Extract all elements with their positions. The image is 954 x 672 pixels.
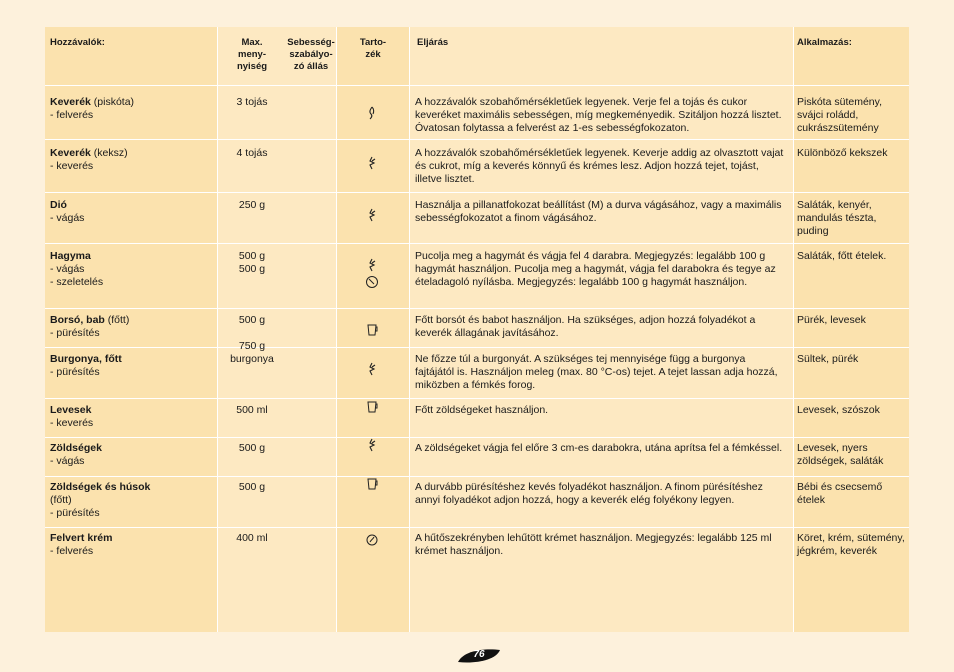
- row-7-ingredient: Levesek - keverés: [50, 404, 94, 429]
- row-3-procedure: Használja a pillanatfokozat beállítást (M) a durva vágásához, vagy a maximális sebességfokozatot a finom vágásához.: [415, 199, 782, 224]
- row-1-qty: 3 tojás: [236, 96, 268, 108]
- row-1-application: Piskóta sütemény, svájci roládd, cukrászsütemény: [797, 96, 883, 134]
- row-1-ingredient: Keverék (piskóta) - felverés: [50, 96, 135, 121]
- row-1-procedure: A hozzávalók szobahőmérsékletűek legyenek. Verje fel a tojás és cukor keveréket maximális sebességen, míg megkeményedik. Szitáljon hozzá lisztet. Óvatosan folytassa a felverést az 1-es sebességfokozaton.: [415, 96, 782, 134]
- page-number-badge: [456, 648, 502, 664]
- recipe-table: [45, 27, 909, 632]
- row-6-application: Sültek, pürék: [797, 353, 859, 365]
- blender-jug-icon: [365, 477, 379, 491]
- row-5-application: Pürék, levesek: [797, 314, 866, 326]
- blender-jug-icon: [365, 400, 379, 414]
- row-5-qty: 500 g: [238, 314, 266, 326]
- header-attachment: Tarto- zék: [359, 37, 387, 60]
- header-speed: Sebesség- szabályo- zó állás: [287, 37, 335, 72]
- row-4-qty: 500 g 500 g: [238, 250, 266, 275]
- row-8-qty: 500 g: [238, 442, 266, 454]
- row-2-procedure: A hozzávalók szobahőmérsékletűek legyenek. Keverje addig az olvasztott vajat és cukrot, míg a keverés könnyű és krémes lesz. Adjon hozzá tejet, tojást, illetve lisztet.: [415, 147, 784, 185]
- row-2-qty: 4 tojás: [236, 147, 268, 159]
- row-10-ingredient: Felvert krém - felverés: [50, 532, 113, 557]
- row-3-qty: 250 g: [238, 199, 266, 211]
- row-7-procedure: Főtt zöldségeket használjon.: [415, 404, 549, 416]
- row-4-ingredient: Hagyma - vágás - szeletelés: [50, 250, 104, 288]
- header-procedure: Eljárás: [417, 37, 449, 48]
- slicer-disc-icon: [365, 275, 379, 289]
- blade-icon: [365, 438, 379, 452]
- header-max-qty: Max. meny- nyiség: [236, 37, 268, 72]
- blade-icon: [365, 156, 379, 170]
- row-6-procedure: Ne főzze túl a burgonyát. A szükséges tej mennyisége függ a burgonya fajtájától is. Használjon meleg (max. 80 °C-os) tejet. A tejet lassan adja hozzá, miközben a fémkés forog.: [415, 353, 778, 391]
- blade-icon: [365, 258, 379, 272]
- blade-icon: [365, 208, 379, 222]
- row-3-application: Saláták, kenyér, mandulás tészta, puding: [797, 199, 877, 237]
- header-application: Alkalmazás:: [797, 37, 852, 48]
- row-2-ingredient: Keverék (keksz) - keverés: [50, 147, 128, 172]
- row-6-qty: 750 g burgonya: [230, 340, 274, 365]
- row-3-ingredient: Dió - vágás: [50, 199, 85, 224]
- row-4-application: Saláták, főtt ételek.: [797, 250, 887, 262]
- row-8-procedure: A zöldségeket vágja fel előre 3 cm-es darabokra, utána aprítsa fel a fémkéssel.: [415, 442, 783, 454]
- page-number: 76: [473, 649, 485, 660]
- row-10-qty: 400 ml: [236, 532, 268, 544]
- beater-icon: [365, 106, 379, 120]
- row-10-procedure: A hűtőszekrényben lehűtött krémet használjon. Megjegyzés: legalább 125 ml krémet használjon.: [415, 532, 772, 557]
- blade-icon: [365, 362, 379, 376]
- blender-jug-icon: [365, 323, 379, 337]
- row-9-application: Bébi és csecsemő ételek: [797, 481, 883, 506]
- row-6-ingredient: Burgonya, főtt - pürésítés: [50, 353, 122, 378]
- row-7-application: Levesek, szószok: [797, 404, 880, 416]
- row-4-procedure: Pucolja meg a hagymát és vágja fel 4 darabra. Megjegyzés: legalább 100 g hagymát használjon. Pucolja meg a hagymát, vágja fel darabokra és tegye az ételadagoló nyílásba. Megjegyzés: legalább 100 g hagymát használjon.: [415, 250, 776, 288]
- row-8-ingredient: Zöldségek - vágás: [50, 442, 102, 467]
- row-5-procedure: Főtt borsót és babot használjon. Ha szükséges, adjon hozzá folyadékot a keverék állagának javításához.: [415, 314, 756, 339]
- row-8-application: Levesek, nyers zöldségek, saláták: [797, 442, 884, 467]
- row-9-ingredient: Zöldségek és húsok (főtt) - pürésítés: [50, 481, 151, 519]
- row-9-qty: 500 g: [238, 481, 266, 493]
- row-2-application: Különböző kekszek: [797, 147, 888, 159]
- row-10-application: Köret, krém, sütemény, jégkrém, keverék: [797, 532, 905, 557]
- header-ingredients: Hozzávalók:: [50, 37, 105, 48]
- row-5-ingredient: Borsó, bab (főtt) - pürésítés: [50, 314, 130, 339]
- row-7-qty: 500 ml: [236, 404, 268, 416]
- row-9-procedure: A durvább pürésítéshez kevés folyadékot használjon. A finom pürésítéshez annyi folyadékot adjon hozzá, hogy a keverék elég folyékony legyen.: [415, 481, 763, 506]
- whisk-disc-icon: [365, 533, 379, 547]
